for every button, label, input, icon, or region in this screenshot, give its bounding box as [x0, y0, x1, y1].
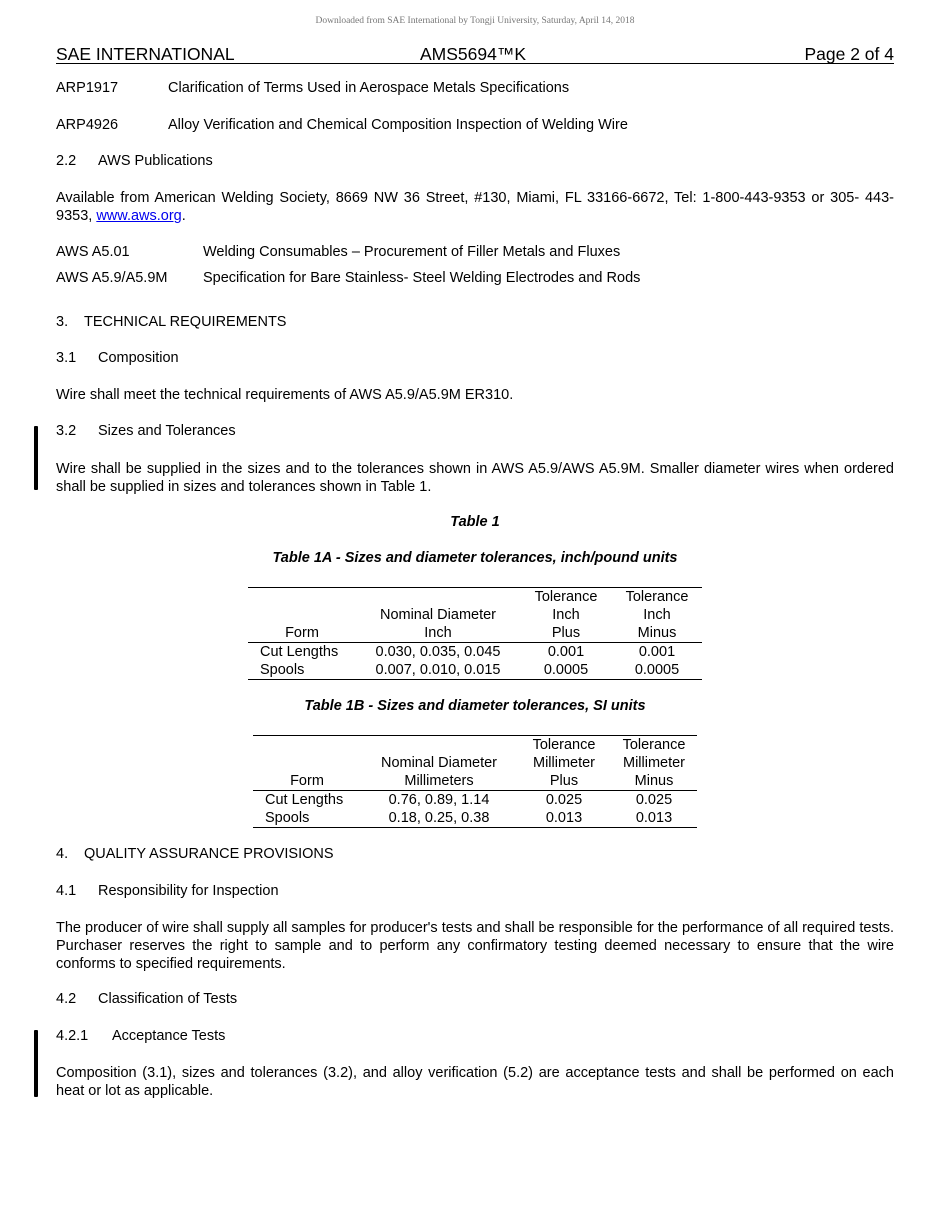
table-1a-header: Nominal Diameter: [379, 607, 497, 623]
revision-change-bar: [34, 426, 38, 490]
section-2-2-number: 2.2: [56, 153, 77, 169]
table-cell: Cut Lengths: [265, 792, 344, 808]
aws-website-link[interactable]: www.aws.org: [96, 208, 182, 224]
header-document-number: AMS5694™K: [420, 44, 527, 64]
table-1a-header: Tolerance: [520, 588, 612, 607]
table-1a-header: Form: [248, 624, 356, 643]
table-1a-header: [248, 588, 356, 607]
aws-ref-code-a5-01: AWS A5.01: [56, 244, 130, 260]
section-2-2-title: AWS Publications: [98, 153, 213, 169]
table-row: [248, 661, 702, 680]
section-3-1-body: Wire shall meet the technical requirements of AWS A5.9/A5.9M ER310.: [56, 387, 514, 403]
ref-title-arp4926: Alloy Verification and Chemical Composition Inspection of Welding Wire: [168, 117, 628, 133]
aws-ref-code-a5-9: AWS A5.9/A5.9M: [56, 270, 168, 286]
table-cell: Spools: [248, 661, 356, 680]
aws-ref-title-a5-9: Specification for Bare Stainless- Steel Welding Electrodes and Rods: [203, 270, 641, 286]
table-1b-header: Millimeter: [532, 755, 596, 771]
section-4-2-1-title: Acceptance Tests: [112, 1028, 226, 1044]
table-1b-header: Tolerance: [611, 736, 697, 755]
table-row: [253, 809, 697, 828]
revision-change-bar: [34, 1030, 38, 1097]
table-cell: 0.025: [635, 792, 673, 808]
table-cell: 0.001: [638, 644, 676, 660]
section-3-2-number: 3.2: [56, 423, 77, 439]
table-1b-header: Millimeters: [361, 772, 517, 791]
ref-title-arp1917: Clarification of Terms Used in Aerospace Metals Specifications: [168, 80, 570, 96]
ref-code-arp4926: ARP4926: [56, 117, 119, 133]
section-4-1-title: Responsibility for Inspection: [98, 883, 279, 899]
table-cell: 0.18, 0.25, 0.38: [361, 809, 517, 828]
table-1a-header: Minus: [612, 624, 702, 643]
table-1b-header: Plus: [517, 772, 611, 791]
section-4-1-number: 4.1: [56, 883, 77, 899]
table-cell: 0.0005: [520, 661, 612, 680]
table-1a-header: [248, 606, 356, 624]
table-1a-header: Inch: [643, 607, 671, 623]
table-1b-header: [253, 754, 361, 772]
section-4-1-body: The producer of wire shall supply all samples for producer's tests and shall be responsible for the performance of all required tests. Purchaser reserves the right to sample and to perform any confirmatory testing deemed necessary to ensure that the wire conforms to specified requirements.: [56, 920, 894, 972]
table-1a-header: [356, 588, 520, 607]
table-1b-header: [253, 736, 361, 755]
section-4-2-1-number: 4.2.1: [56, 1028, 89, 1044]
section-3-2-body: Wire shall be supplied in the sizes and to the tolerances shown in AWS A5.9/AWS A5.9M. Smaller diameter wires when ordered shall be supplied in sizes and tolerances shown in Table 1.: [56, 461, 894, 495]
section-3-1-number: 3.1: [56, 350, 77, 366]
table-1b-header: Minus: [611, 772, 697, 791]
section-4-number: 4.: [56, 846, 69, 862]
table-cell: 0.007, 0.010, 0.015: [356, 661, 520, 680]
download-watermark: Downloaded from SAE International by Tongji University, Saturday, April 14, 2018: [315, 16, 635, 26]
ref-code-arp1917: ARP1917: [56, 80, 119, 96]
table-1-title: Table 1: [450, 514, 500, 530]
table-1a-header: Tolerance: [612, 588, 702, 607]
table-cell: 0.025: [545, 792, 583, 808]
table-1a-title: Table 1A - Sizes and diameter tolerances, inch/pound units: [272, 550, 678, 566]
section-3-2-title: Sizes and Tolerances: [98, 423, 236, 439]
table-1a-header: Inch: [552, 607, 580, 623]
table-row: [248, 643, 702, 662]
section-4-2-title: Classification of Tests: [98, 991, 238, 1007]
table-1a: [248, 587, 702, 680]
aws-address-text: Available from American Welding Society, 8669 NW 36 Street, #130, Miami, FL 33166-6672, Tel: 1-800-443-9353 or 305- 443-9353,: [56, 190, 894, 224]
table-1b-header: Nominal Diameter: [380, 755, 498, 771]
table-cell: 0.013: [517, 809, 611, 828]
table-1b-title: Table 1B - Sizes and diameter tolerances, SI units: [304, 698, 646, 714]
header-organization: SAE INTERNATIONAL: [56, 44, 235, 64]
section-3-title: TECHNICAL REQUIREMENTS: [84, 314, 287, 330]
section-2-2-body: [56, 189, 894, 225]
table-cell: 0.001: [547, 644, 585, 660]
section-4-title: QUALITY ASSURANCE PROVISIONS: [84, 846, 334, 862]
section-4-2-number: 4.2: [56, 991, 77, 1007]
table-1b-header: Form: [253, 772, 361, 791]
section-3-1-title: Composition: [98, 350, 179, 366]
table-1b-header: Tolerance: [517, 736, 611, 755]
section-4-2-1-body: Composition (3.1), sizes and tolerances (3.2), and alloy verification (5.2) are acceptance tests and shall be performed on each heat or lot as applicable.: [56, 1065, 894, 1099]
table-1b: [253, 735, 697, 828]
header-rule: [56, 63, 894, 64]
table-cell: 0.0005: [612, 661, 702, 680]
table-1a-header: Inch: [356, 624, 520, 643]
table-row: [253, 791, 697, 810]
table-1b-header: [361, 736, 517, 755]
table-1a-header: Plus: [520, 624, 612, 643]
header-page-number: Page 2 of 4: [804, 44, 894, 64]
table-cell: 0.013: [611, 809, 697, 828]
aws-address-tail: .: [181, 208, 186, 224]
table-cell: 0.030, 0.035, 0.045: [375, 644, 501, 660]
table-cell: Spools: [253, 809, 361, 828]
table-1b-header: Millimeter: [622, 755, 686, 771]
table-cell: Cut Lengths: [260, 644, 339, 660]
aws-ref-title-a5-01: Welding Consumables – Procurement of Filler Metals and Fluxes: [203, 244, 621, 260]
section-3-number: 3.: [56, 314, 69, 330]
table-cell: 0.76, 0.89, 1.14: [388, 792, 490, 808]
